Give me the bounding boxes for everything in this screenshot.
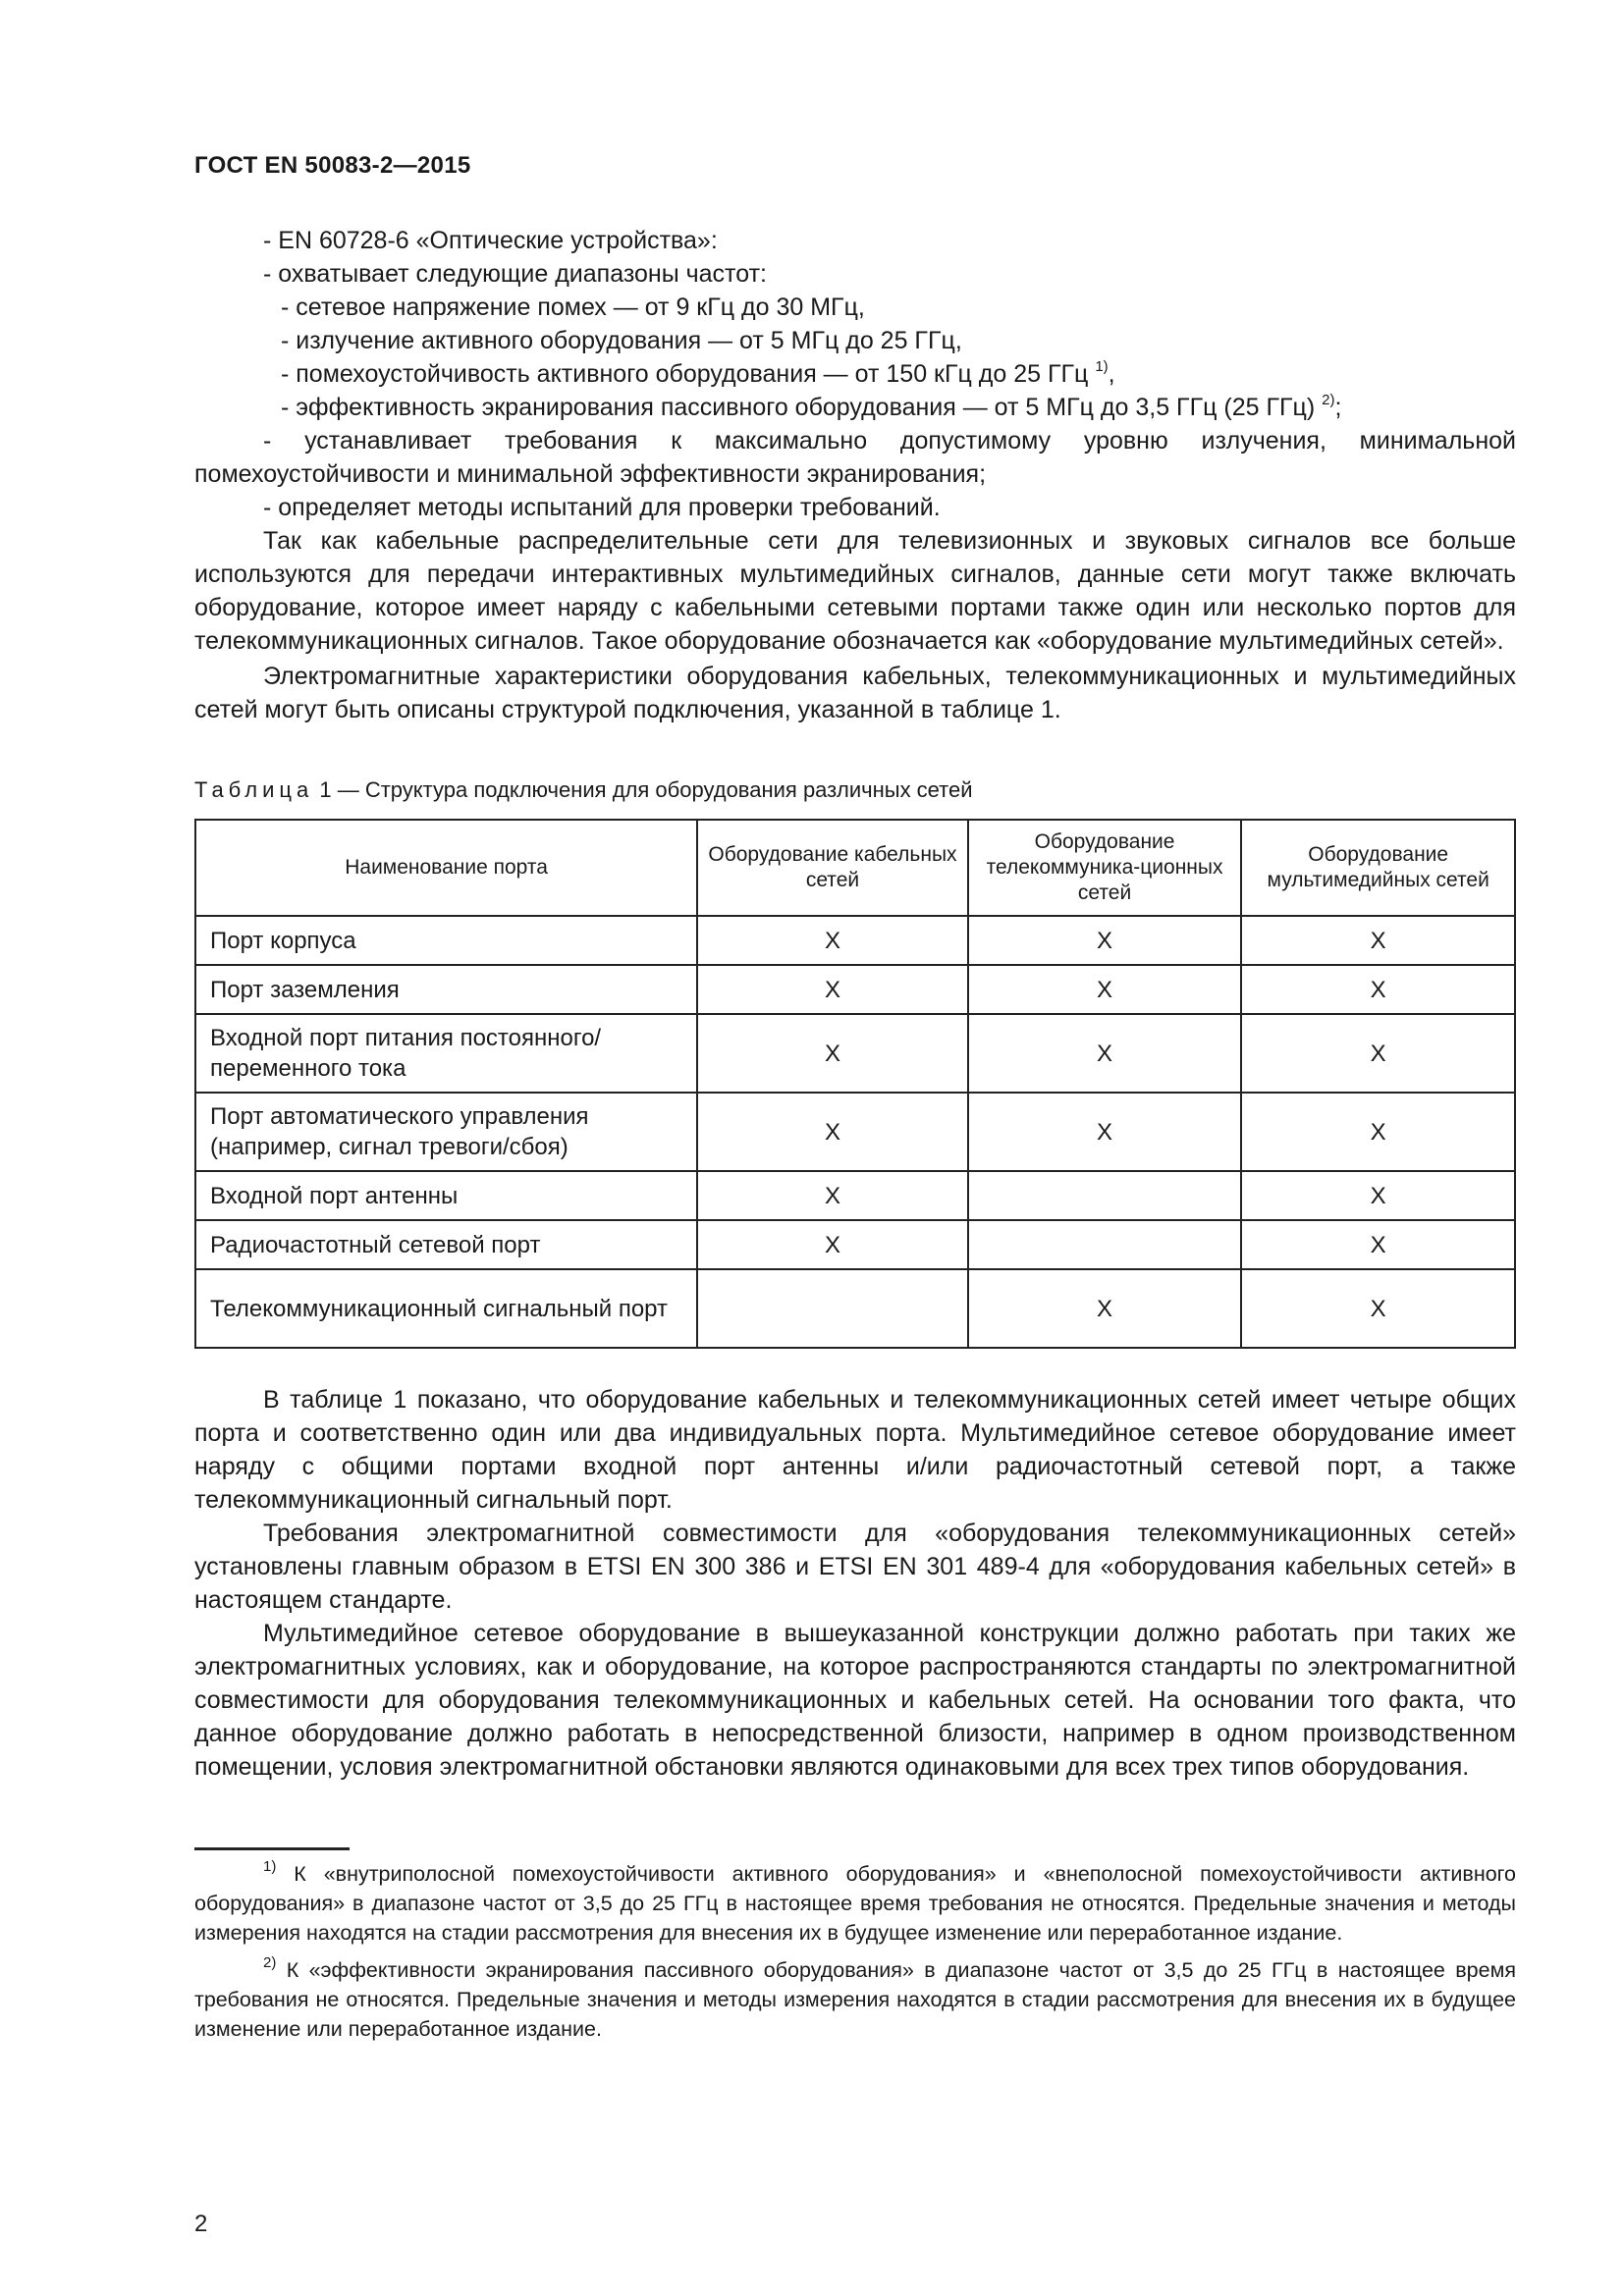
port-name-cell: Входной порт антенны	[195, 1171, 697, 1220]
table-row	[195, 1269, 1515, 1348]
mark-cell: X	[697, 916, 968, 965]
mark-cell: X	[697, 1220, 968, 1269]
frequency-item	[194, 391, 1516, 424]
mark-cell: X	[1241, 1220, 1515, 1269]
paragraph: В таблице 1 показано, что оборудование кабельных и телекоммуникационных сетей имеет четыре общих порта и соответственно один или два индивидуальных порта. Мультимедийное сетевое оборудование имеет наряду с общими портами входной порт антенны и/или радиочастотный сетевой порт, а также телекоммуникационный сигнальный порт.	[194, 1386, 1516, 1514]
port-name-cell: Входной порт питания постоянного/ переменного тока	[195, 1014, 697, 1093]
footnote-mark: 2)	[263, 1953, 277, 1971]
mark-cell: X	[968, 1093, 1242, 1171]
frequency-item-text: - помехоустойчивость активного оборудования — от 150 кГц до 25 ГГц	[281, 360, 1096, 388]
frequency-item-tail: ,	[1108, 360, 1115, 388]
header-port-name: Наименование порта	[195, 820, 697, 916]
mark-cell: X	[968, 1269, 1242, 1348]
port-name-cell: Порт корпуса	[195, 916, 697, 965]
header-multimedia-equipment: Оборудование мультимедийных сетей	[1241, 820, 1515, 916]
table-header-row	[195, 820, 1515, 916]
mark-cell: X	[968, 1014, 1242, 1093]
mark-cell: X	[1241, 965, 1515, 1014]
port-name-cell: Порт заземления	[195, 965, 697, 1014]
list-item: - охватывает следующие диапазоны частот:	[263, 260, 767, 288]
mark-cell	[697, 1269, 968, 1348]
table-caption-text: 1 — Структура подключения для оборудования различных сетей	[313, 777, 973, 802]
frequency-item-text: - эффективность экранирования пассивного оборудования — от 5 МГц до 3,5 ГГц (25 ГГц)	[281, 394, 1323, 421]
footnote-ref: 2)	[1322, 391, 1335, 408]
mark-cell: X	[697, 1171, 968, 1220]
mark-cell: X	[968, 965, 1242, 1014]
table-row	[195, 916, 1515, 965]
frequency-item	[194, 357, 1516, 391]
mark-cell: X	[697, 1093, 968, 1171]
footnotes	[194, 1859, 1516, 2052]
mark-cell: X	[697, 1014, 968, 1093]
methods-item: - определяет методы испытаний для проверки требований.	[263, 494, 941, 521]
after-table-text	[194, 1383, 1516, 1784]
port-name-cell: Порт автоматического управления (например, сигнал тревоги/сбоя)	[195, 1093, 697, 1171]
footnote	[194, 1859, 1516, 1948]
footnote-mark: 1)	[263, 1857, 277, 1875]
mark-cell: X	[697, 965, 968, 1014]
requirements-item: - устанавливает требования к максимально допустимому уровню излучения, минимальной помехоустойчивости и минимальной эффективности экранирования;	[194, 427, 1516, 488]
mark-cell: X	[1241, 916, 1515, 965]
table-row	[195, 1093, 1515, 1171]
frequency-item: - сетевое напряжение помех — от 9 кГц до 30 МГц,	[281, 294, 865, 321]
header-cable-equipment: Оборудование кабельных сетей	[697, 820, 968, 916]
table-row	[195, 1220, 1515, 1269]
mark-cell: X	[1241, 1093, 1515, 1171]
mark-cell: X	[968, 916, 1242, 965]
table-row	[195, 1171, 1515, 1220]
mark-cell: X	[1241, 1171, 1515, 1220]
mark-cell	[968, 1220, 1242, 1269]
mark-cell: X	[1241, 1014, 1515, 1093]
table-caption-label: Таблица	[194, 777, 314, 802]
paragraph: Мультимедийное сетевое оборудование в вышеуказанной конструкции должно работать при таких же электромагнитных условиях, как и оборудование, на которое распространяются стандарты по электромагнитной совместимости для оборудования телекоммуникационных и кабельных сетей. На основании того факта, что данное оборудование должно работать в непосредственной близости, например в одном производственном помещении, условия электромагнитной обстановки являются одинаковыми для всех трех типов оборудования.	[194, 1620, 1516, 1781]
page-number: 2	[194, 2211, 208, 2237]
footnote-divider	[194, 1847, 350, 1850]
page-header-title: ГОСТ EN 50083-2—2015	[194, 152, 471, 179]
paragraph: Требования электромагнитной совместимости для «оборудования телекоммуникационных сетей» установлены главным образом в ETSI EN 300 386 и ETSI EN 301 489-4 для «оборудования кабельных сетей» в настоящем стандарте.	[194, 1520, 1516, 1614]
port-structure-table	[194, 819, 1516, 1349]
port-name-cell: Телекоммуникационный сигнальный порт	[195, 1269, 697, 1348]
list-item: - EN 60728-6 «Оптические устройства»:	[263, 227, 718, 254]
footnote-text: К «эффективности экранирования пассивного оборудования» в диапазоне частот от 3,5 до 25 ГГц в настоящее время требования не относятся. Предельные значения и методы измерения находятся в стадии рассмотрения для внесения их в будущее изменение или переработанное издание.	[194, 1958, 1516, 2041]
mark-cell: X	[1241, 1269, 1515, 1348]
table-caption	[194, 777, 973, 803]
port-name-cell: Радиочастотный сетевой порт	[195, 1220, 697, 1269]
footnote	[194, 1955, 1516, 2044]
frequency-item: - излучение активного оборудования — от 5 МГц до 25 ГГц,	[281, 327, 962, 354]
header-telecom-equipment: Оборудование телекоммуника-ционных сетей	[968, 820, 1242, 916]
mark-cell	[968, 1171, 1242, 1220]
paragraph: Электромагнитные характеристики оборудования кабельных, телекоммуникационных и мультимедийных сетей могут быть описаны структурой подключения, указанной в таблице 1.	[194, 663, 1516, 723]
table-row	[195, 1014, 1515, 1093]
footnote-text: К «внутриполосной помехоустойчивости активного оборудования» и «внеполосной помехоустойчивости активного оборудования» в диапазоне частот от 3,5 до 25 ГГц в настоящее время требования не относятся. Предельные значения и методы измерения находятся на стадии рассмотрения для внесения их в будущее изменение или переработанное издание.	[194, 1862, 1516, 1945]
table-row	[195, 965, 1515, 1014]
scope-list	[194, 224, 1516, 726]
frequency-item-tail: ;	[1334, 394, 1342, 421]
paragraph: Так как кабельные распределительные сети для телевизионных и звуковых сигналов все больше используются для передачи интерактивных мультимедийных сигналов, данные сети могут также включать оборудование, которое имеет наряду с кабельными сетевыми портами также один или несколько портов для телекоммуникационных сигналов. Такое оборудование обозначается как «оборудование мультимедийных сетей».	[194, 527, 1516, 655]
footnote-ref: 1)	[1095, 357, 1109, 375]
